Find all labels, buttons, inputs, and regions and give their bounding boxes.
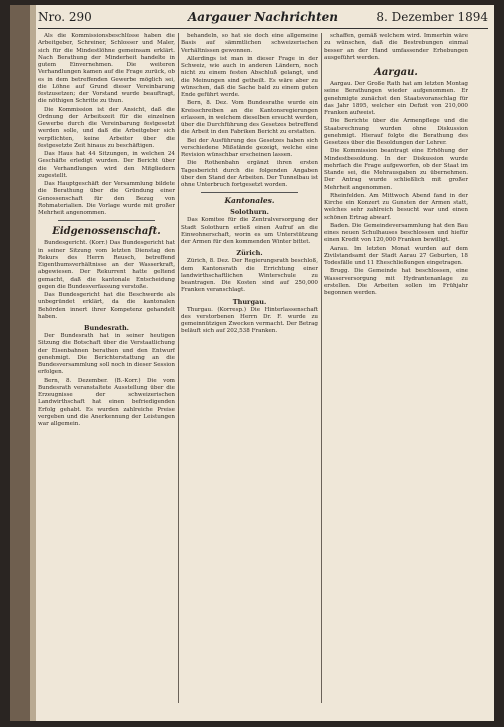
- issue-number: Nro. 290: [38, 10, 92, 24]
- column-2: [181, 33, 318, 703]
- paragraph: Das Bundesgericht hat die Beschwerde als unbegründet erklärt, da die kantonalen Behörden innert ihrer Kompetenz gehandelt haben.: [38, 292, 175, 320]
- paragraph: Die Berichte über die Armenpflege und die Staatsrechnung wurden ohne Diskussion genehmigt. Hierauf folgte die Berathung des Gesetzes über die Besoldungen der Lehrer.: [324, 118, 468, 146]
- subsection-heading: Bundesrath.: [84, 324, 129, 332]
- column-3: [324, 33, 468, 703]
- paragraph: behandeln, so hat sie doch eine allgemeine Basis auf sämmtlichen schweizerischen Verhältnissen gewonnen.: [181, 33, 318, 54]
- paragraph: Thurgau. (Korresp.) Die Hinterlassenschaft des verstorbenen Herrn Dr. F. wurde zu gemeinnützigen Zwecken vermacht. Der Betrag beläuft sich auf 202,538 Franken.: [181, 306, 318, 335]
- paragraph: Der Bundesrath hat in seiner heutigen Sitzung die Botschaft über die Verstaatlichung der Eisenbahnen berathen und den Entwurf genehmigt. Die Berichterstattung an die Bundesversammlung soll noch in dieser Session erfolgen.: [38, 333, 175, 376]
- header-rule: [38, 28, 488, 29]
- column-1: [38, 33, 175, 703]
- paragraph: Das Komitee für die Zentralversorgung der Stadt Solothurn erließ einen Aufruf an die Einwohnerschaft, worin es um Unterstützung der Armen für den kommenden Winter bittet.: [181, 217, 318, 245]
- paragraph: Bundesgericht. (Korr.) Das Bundesgericht hat in seiner Sitzung vom letzten Dienstag den Rekurs des Herrn Reusch, betreffend Eigenthumsverhältnisse an der Wasserkraft, abgewiesen. Der Rekurrent hatte geltend gemacht, daß die kantonale Entscheidung gegen die Bundesverfassung verstoße.: [38, 240, 175, 290]
- paragraph: Allerdings ist man in dieser Frage in der Schweiz, wie auch in anderen Ländern, noch nicht zu einem festen Abschluß gelangt, und die Meinungen sind getheilt. Es wäre aber zu wünschen, daß die Sache bald zu einem guten Ende geführt werde.: [181, 55, 318, 98]
- book-binding: [10, 5, 36, 721]
- section-heading-aargau: Aargau.: [374, 67, 418, 78]
- paragraph: Baden. Die Gemeindeversammlung hat den Bau eines neuen Schulhauses beschlossen und hiefür einen Kredit von 120,000 Franken bewilligt.: [324, 222, 468, 244]
- subsection-heading: Zürich.: [236, 249, 263, 258]
- paragraph: Die Rothenbahn ergänzt ihren ersten Tagesbericht durch die folgenden Angaben über den Stand der Arbeiten. Der Tunnelbau ist ohne Unterbruch fortgesetzt worden.: [181, 160, 318, 188]
- paragraph: Das Haus hat 44 Sitzungen, in welchen 24 Geschäfte erledigt wurden. Der Bericht über die Verhandlungen wird den Mitgliedern zugestellt.: [38, 151, 175, 179]
- column-rule: [321, 33, 322, 703]
- paragraph: Die Kommission ist der Ansicht, daß die Ordnung der Arbeitszeit für die einzelnen Gewerbe durch die Vereinbarung festgesetzt werden solle, und daß die Arbeitgeber sich verpflichten, keine Arbeiter über die festgesetzte Zeit hinaus zu beschäftigen.: [38, 106, 175, 149]
- separator: [201, 192, 298, 193]
- section-heading-kantonales: Kantonales.: [224, 196, 275, 206]
- paragraph: Als die Kommissionsbeschlüsse haben die Arbeitgeber, Schreiner, Schlosser und Maler, sich für die Mindestlöhne gemeinsam erklärt. Nach Berathung der Minderheit handelte in gutem Einvernehmen. Die weiteren Verhandlungen kamen auf die Frage zurück, ob es in dem betreffenden Gewerbe möglich sei, die Löhne auf Grund dieser Vereinbarung festzusetzen; der Vorstand wurde beauftragt, die nöthigen Schritte zu thun.: [38, 33, 175, 105]
- paragraph: Das Hauptgeschäft der Versammlung bildete die Berathung über die Gründung einer Genossenschaft für den Bezug von Rohmaterialien. Die Vorlage wurde mit großer Mehrheit angenommen.: [38, 181, 175, 216]
- separator: [58, 220, 155, 221]
- paragraph: Bern, 8. Dez. Vom Bundesrathe wurde ein Kreisschreiben an die Kantonsregierungen erlassen, in welchem dieselben ersucht werden, über die Durchführung des Gesetzes betreffend die Arbeit in den Fabriken Bericht zu erstatten.: [181, 100, 318, 136]
- newspaper-title: Aargauer Nachrichten: [187, 10, 339, 24]
- issue-date: 8. Dezember 1894: [376, 10, 488, 24]
- paragraph: Aargau. Der Große Rath hat am letzten Montag seine Berathungen wieder aufgenommen. Er genehmigte zunächst den Staatsvoranschlag für das Jahr 1895, welcher ein Defizit von 210,000 Franken aufweist.: [324, 81, 468, 116]
- column-rule: [178, 33, 179, 703]
- paragraph: Bei der Ausführung des Gesetzes haben sich verschiedene Mißstände gezeigt, welche eine Revision wünschbar erscheinen lassen.: [181, 137, 318, 158]
- paragraph: Bern, 8. Dezember. (B.-Korr.) Die vom Bundesrath veranstaltete Ausstellung über die Erzeugnisse der schweizerischen Landwirthschaft hat einen befriedigenden Erfolg gehabt. Es wurden zahlreiche Preise vergeben und die Anerkennung der Leistungen war allgemein.: [38, 377, 175, 427]
- paragraph: Zürich, 8. Dez. Der Regierungsrath beschloß, dem Kantonsrath die Errichtung einer landwirthschaftlichen Winterschule zu beantragen. Die Kosten sind auf 250,000 Franken veranschlagt.: [181, 258, 318, 294]
- paragraph: Aarau. Im letzten Monat wurden auf dem Zivilstandsamt der Stadt Aarau 27 Geburten, 18 Todesfälle und 11 Eheschließungen eingetragen.: [324, 245, 468, 266]
- paragraph: Die Kommission beantragt eine Erhöhung der Mindestbesoldung. In der Diskussion wurde mehrfach die Frage aufgeworfen, ob der Staat im Stande sei, die Mehrausgaben zu übernehmen. Der Antrag wurde schließlich mit großer Mehrheit angenommen.: [324, 148, 468, 191]
- paragraph: Rheinfelden. Am Mittwoch Abend fand in der Kirche ein Konzert zu Gunsten der Armen statt, welches sehr zahlreich besucht war und einen schönen Ertrag abwarf.: [324, 192, 468, 221]
- paragraph: schaffen, gemäß welchem wird. Immerhin wäre zu wünschen, daß die Bestrebungen einmal besser an der Hand umfassender Erhebungen ausgeführt werden.: [324, 33, 468, 61]
- subsection-heading: Solothurn.: [230, 208, 269, 217]
- section-heading-eidgenossenschaft: Eidgenossenschaft.: [52, 226, 161, 238]
- subsection-heading: Thurgau.: [232, 297, 267, 306]
- page-header: [38, 10, 488, 28]
- paragraph: Brugg. Die Gemeinde hat beschlossen, eine Wasserversorgung mit Hydrantenanlage zu erstellen. Die Arbeiten sollen im Frühjahr begonnen werden.: [324, 268, 468, 296]
